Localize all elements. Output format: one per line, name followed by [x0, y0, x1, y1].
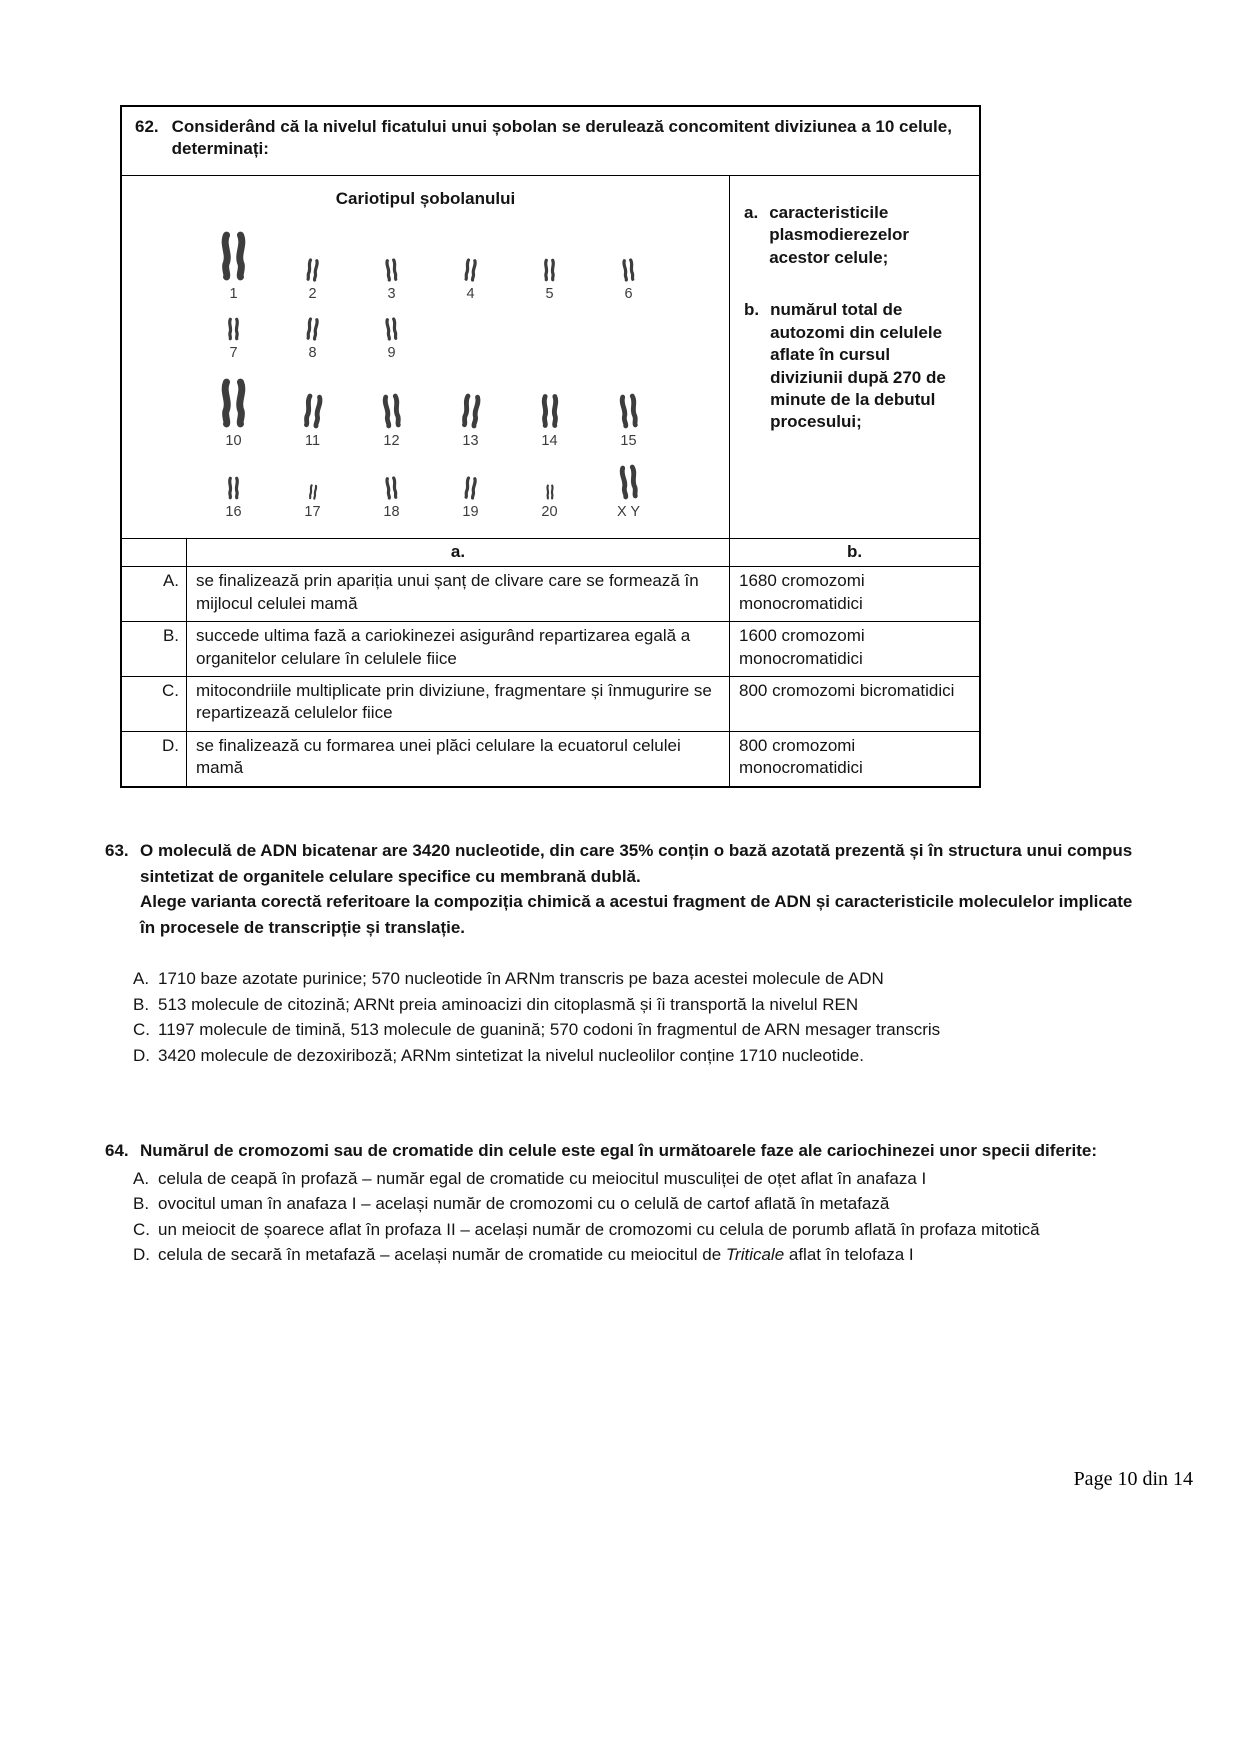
karyotype-group	[273, 393, 352, 451]
karyotype-group	[194, 230, 273, 304]
option-letter: D.	[133, 1045, 150, 1065]
chromosome-pair-icon	[382, 475, 401, 501]
chromosome-pair-icon	[614, 391, 644, 430]
karyotype-group	[589, 258, 668, 304]
karyotype-group-label: 9	[387, 345, 396, 362]
karyotype-group	[431, 393, 510, 451]
question-63-options	[133, 966, 1140, 1068]
option-text: un meiocit de șoarece aflat în profaza II – același număr de cromozomi cu celula de porumb aflată în profaza mitotică	[158, 1219, 1040, 1239]
task-a-label: a.	[744, 202, 759, 222]
question-62-stem-row	[122, 107, 979, 176]
question-62-tasks	[730, 176, 979, 538]
karyotype-group-label: 12	[383, 432, 400, 449]
question-62-middle	[122, 176, 979, 539]
option-letter: B.	[133, 994, 150, 1014]
karyotype-group-label: 14	[541, 432, 558, 449]
question-63-stem	[105, 838, 1140, 940]
karyotype-group-label: 13	[462, 432, 479, 449]
karyotype-group	[194, 317, 273, 363]
karyotype-group	[510, 258, 589, 304]
option-a	[133, 966, 1140, 992]
karyotype-group-label: 2	[308, 286, 317, 303]
option-d-post: aflat în telofaza I	[784, 1245, 914, 1264]
option-b	[133, 1191, 1140, 1217]
karyotype-group-label: 1	[229, 286, 238, 303]
option-text: ovocitul uman în anafaza I – același număr de cromozomi cu o celulă de cartof aflată în metafază	[158, 1194, 890, 1213]
chromosome-pair-icon	[461, 475, 481, 501]
karyotype-group	[273, 317, 352, 363]
option-letter: C.	[133, 1020, 150, 1039]
karyotype-row-1	[194, 230, 729, 304]
karyotype-group	[589, 393, 668, 451]
option-letter: B.	[133, 1194, 150, 1213]
karyotype-group	[431, 476, 510, 522]
row-letter: A.	[122, 567, 187, 621]
karyotype-group	[273, 258, 352, 304]
karyotype-group	[510, 484, 589, 522]
option-letter: C.	[133, 1219, 150, 1239]
chromosome-pair-icon	[541, 258, 558, 282]
question-64-stem	[105, 1138, 1140, 1164]
karyotype-group	[352, 317, 431, 363]
question-62-box	[120, 105, 981, 788]
karyotype-group	[194, 377, 273, 451]
karyotype-group-label: 18	[383, 503, 400, 520]
answer-row-d	[122, 732, 979, 786]
karyotype-group	[510, 393, 589, 451]
task-a-text: caracteristicile plasmodierezelor acestor celule;	[769, 202, 910, 267]
answer-row-b	[122, 622, 979, 677]
question-63	[105, 838, 1140, 1068]
option-letter: D.	[133, 1245, 150, 1264]
karyotype-title: Cariotipul șobolanului	[335, 188, 516, 208]
chromosome-pair-icon	[544, 484, 556, 500]
row-letter: D.	[122, 732, 187, 786]
row-answer: 800 cromozomi bicromatidici	[739, 681, 955, 700]
karyotype-group	[352, 476, 431, 522]
chromosome-pair-icon	[215, 377, 252, 429]
answer-row-c	[122, 677, 979, 732]
chromosome-pair-icon	[382, 317, 401, 343]
chromosome-pair-icon	[382, 257, 401, 283]
option-b	[133, 992, 1140, 1018]
karyotype-group-label: 15	[620, 432, 637, 449]
chromosome-pair-icon	[461, 257, 481, 283]
karyotype-group	[194, 476, 273, 522]
question-63-number: 63.	[105, 841, 129, 860]
chromosome-pair-icon	[303, 316, 323, 342]
karyotype-group-label: 17	[304, 503, 321, 520]
chromosome-pair-icon	[455, 391, 485, 430]
task-a	[744, 202, 965, 269]
karyotype-group-label: 10	[225, 432, 242, 449]
karyotype-group-label: 6	[624, 286, 633, 303]
column-header-a: a.	[187, 539, 730, 566]
task-b-label: b.	[744, 300, 760, 320]
row-text: mitocondriile multiplicate prin diviziune, fragmentare și înmugurire se repartizează celulelor fiice	[187, 677, 730, 731]
column-header-b: b.	[846, 541, 863, 561]
chromosome-pair-icon	[297, 391, 327, 430]
option-text: celula de ceapă în profază – număr egal de cromatide cu meiocitul musculiței de oțet aflat în anafaza I	[158, 1168, 927, 1188]
option-a	[133, 1166, 1140, 1192]
option-text: 3420 molecule de dezoxiriboză; ARNm sintetizat la nivelul nucleolilor conține 1710 nucleotide.	[158, 1045, 864, 1065]
question-64-stem-text: Numărul de cromozomi sau de cromatide din celule este egal în următoarele faze ale cariochinezei unor specii diferite:	[140, 1141, 1098, 1160]
row-text: se finalizează cu formarea unei plăci celulare la ecuatorul celulei mamă	[187, 732, 730, 786]
question-64-number: 64.	[105, 1141, 129, 1160]
option-text: 1710 baze azotate purinice; 570 nucleotide în ARNm transcris pe baza acestei molecule de ADN	[158, 969, 884, 988]
option-text	[158, 1242, 1140, 1268]
karyotype-group-label: 20	[541, 503, 558, 520]
question-62-number: 62.	[135, 117, 159, 136]
chromosome-pair-icon	[306, 483, 320, 500]
option-d-pre: celula de secară în metafază – același număr de cromatide cu meiocitul de	[158, 1245, 726, 1264]
karyotype-group	[431, 258, 510, 304]
row-text: se finalizează prin apariția unui șanț de clivare care se formează în mijlocul celulei mamă	[187, 567, 730, 621]
option-letter: A.	[133, 969, 150, 988]
question-63-stem-part-2: Alege varianta corectă referitoare la compoziția chimică a acestui fragment de ADN și caracteristicile moleculelor implicate în procesele de transcripție și translație.	[140, 892, 1133, 937]
karyotype-group-label: 16	[225, 503, 242, 520]
row-answer: 1600 cromozomi monocromatidici	[739, 626, 865, 668]
option-d	[133, 1043, 1140, 1069]
chromosome-pair-icon	[537, 393, 563, 429]
option-c	[133, 1017, 1140, 1043]
option-d	[133, 1242, 1140, 1268]
task-b-text: numărul total de autozomi din celulele aflate în cursul diviziunii după 270 de minute de la debutul procesului;	[770, 300, 946, 432]
answer-table-column-headers	[122, 539, 979, 567]
chromosome-pair-icon	[377, 391, 407, 430]
karyotype-row-3	[194, 377, 729, 451]
option-text: 1197 molecule de timină, 513 molecule de guanină; 570 codoni în fragmentul de ARN mesager transcris	[158, 1020, 941, 1039]
karyotype-group	[352, 393, 431, 451]
karyotype-group-label: 5	[545, 286, 554, 303]
karyotype-row-4	[194, 464, 729, 522]
karyotype-group	[273, 484, 352, 522]
karyotype-group-label: 11	[304, 432, 321, 449]
row-answer: 800 cromozomi monocromatidici	[739, 735, 863, 778]
karyotype-group-label: 4	[466, 286, 475, 303]
task-b	[744, 299, 965, 434]
page-footer: Page 10 din 14	[1073, 1468, 1193, 1490]
karyotype-figure	[122, 230, 729, 522]
karyotype-group-label: 3	[387, 286, 396, 303]
option-text: 513 molecule de citozină; ARNt preia aminoacizi din citoplasmă și îi transportă la nivelul REN	[158, 994, 859, 1014]
question-62-stem: Considerând că la nivelul ficatului unui șobolan se derulează concomitent diviziunea a 10 celule, determinați:	[171, 117, 952, 159]
question-63-stem-text	[140, 838, 1140, 940]
karyotype-group-label: X Y	[616, 503, 641, 520]
karyotype-group-label: 19	[462, 503, 479, 520]
karyotype-group-label: 7	[229, 345, 238, 362]
question-64-options	[133, 1166, 1140, 1268]
row-answer: 1680 cromozomi monocromatidici	[739, 571, 865, 613]
row-letter: C.	[122, 677, 187, 731]
chromosome-pair-icon	[619, 257, 638, 283]
karyotype-group	[589, 464, 668, 522]
chromosome-pair-icon	[215, 230, 252, 282]
row-letter: B.	[122, 622, 187, 676]
question-63-stem-part-1: O moleculă de ADN bicatenar are 3420 nucleotide, din care 35% conțin o bază azotată prezentă și în structura unui compus sintetizat de organitele celulare specifice cu membrană dublă.	[140, 841, 1133, 886]
karyotype-row-2	[194, 317, 729, 363]
karyotype-group	[352, 258, 431, 304]
row-text: succede ultima fază a cariokinezei asigurând repartizarea egală a organitelor celulare în celulele fiice	[187, 622, 730, 676]
chromosome-pair-icon	[225, 317, 242, 341]
option-letter: A.	[133, 1168, 150, 1188]
column-header-spacer	[122, 539, 187, 566]
chromosome-pair-icon	[614, 462, 644, 501]
chromosome-pair-icon	[303, 257, 323, 283]
karyotype-group-label: 8	[308, 345, 317, 362]
answer-row-a	[122, 567, 979, 622]
karyotype-cell	[122, 176, 730, 538]
chromosome-pair-icon	[225, 476, 242, 500]
question-64	[105, 1138, 1140, 1268]
option-c	[133, 1217, 1140, 1243]
option-d-italic-term: Triticale	[725, 1245, 785, 1264]
